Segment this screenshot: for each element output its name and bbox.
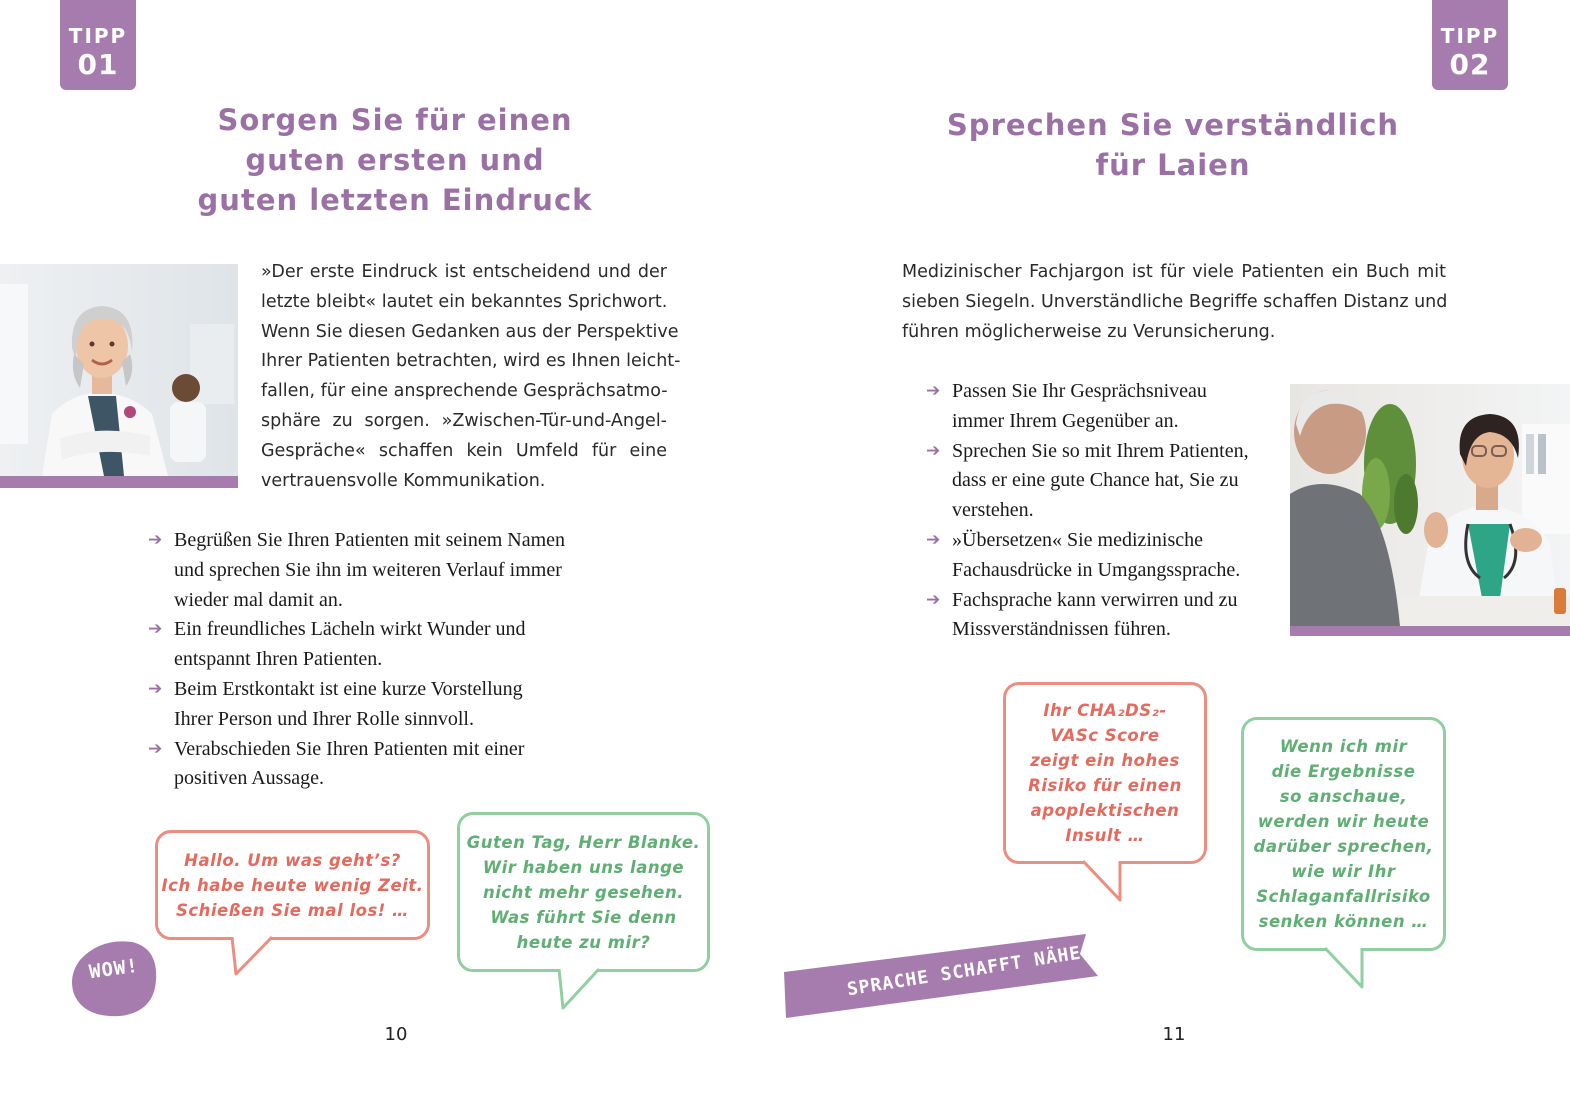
tip-tab-01: [60, 0, 136, 90]
bubble-line: zeigt ein hohes: [1030, 751, 1180, 770]
bubble-line: Hallo. Um was geht’s?: [184, 850, 401, 870]
speech-bubble-bad-example: [155, 830, 430, 940]
bullet-line: wieder mal damit an.: [174, 588, 343, 611]
bullet-item: [926, 526, 1286, 586]
bullet-line: »Übersetzen« Sie medizinische: [952, 528, 1204, 551]
bullet-item: [926, 377, 1286, 437]
arrow-right-icon: ➔: [926, 381, 941, 401]
bullet-item: [148, 615, 618, 675]
bullet-line: Sprechen Sie so mit Ihrem Patienten,: [952, 439, 1249, 462]
bubble-line: VASc Score: [1050, 726, 1160, 745]
bubble-line: wie wir Ihr: [1291, 862, 1396, 881]
bubble-line: Was führt Sie denn: [490, 907, 677, 927]
speech-bubble-good-example: [457, 812, 710, 972]
speech-bubble-tail-green: [555, 966, 605, 1012]
tip-tab-number: 01: [77, 48, 119, 81]
intro-line: führen möglicherweise zu Verunsicherung.: [902, 321, 1276, 342]
page-number-left: 10: [384, 1024, 408, 1045]
arrow-right-icon: ➔: [148, 530, 163, 550]
doctor-portrait-photo: [0, 264, 238, 488]
speech-bubble-tail-red: [1080, 858, 1126, 904]
bullet-line: Ihrer Person und Ihrer Rolle sinnvoll.: [174, 707, 474, 730]
bubble-line: Ich habe heute wenig Zeit.: [161, 875, 424, 895]
arrow-right-icon: ➔: [926, 589, 941, 610]
bullet-line: Passen Sie Ihr Gesprächsniveau: [952, 380, 1207, 402]
bubble-line: apoplektischen: [1030, 801, 1180, 820]
tip-01-heading: [190, 100, 600, 220]
tip-02-bullet-list: [926, 377, 1286, 645]
tip-02-heading: [940, 105, 1406, 185]
bullet-line: und sprechen Sie ihn im weiteren Verlauf immer: [174, 558, 562, 581]
speech-bubble-bad-example: [1003, 682, 1207, 864]
wow-sticker-text: WOW!: [87, 954, 141, 984]
tip-tab-number: 02: [1449, 48, 1491, 81]
heading-line: für Laien: [1095, 148, 1251, 182]
arrow-right-icon: ➔: [148, 738, 163, 759]
bubble-line: Risiko für einen: [1028, 776, 1182, 795]
arrow-right-icon: ➔: [926, 529, 941, 550]
heading-line: guten ersten und: [245, 143, 545, 177]
bullet-line: Beim Erstkontakt ist eine kurze Vorstellung: [174, 677, 523, 700]
intro-line: fallen, für eine ansprechende Gesprächsatmo-: [261, 381, 668, 402]
doctor-patient-consultation-photo: [1290, 384, 1570, 636]
intro-line: Ihrer Patienten betrachten, wird es Ihnen leicht-: [261, 351, 681, 372]
bubble-line: Schießen Sie mal los! …: [175, 900, 410, 920]
bubble-line: Insult …: [1065, 826, 1145, 845]
slogan-banner-text: SPRACHE SCHAFFT NÄHE!: [845, 940, 1095, 1001]
heading-line: Sorgen Sie für einen: [217, 103, 573, 137]
arrow-right-icon: ➔: [148, 619, 163, 640]
bubble-line: Guten Tag, Herr Blanke.: [466, 832, 701, 852]
bullet-line: Fachausdrücke in Umgangssprache.: [952, 558, 1241, 581]
tip-tab-label: TIPP: [68, 24, 128, 48]
bullet-line: Ein freundliches Lächeln wirkt Wunder und: [174, 618, 526, 641]
heading-line: guten letzten Eindruck: [197, 183, 593, 217]
arrow-right-icon: ➔: [926, 440, 941, 461]
bullet-line: Fachsprache kann verwirren und zu: [952, 588, 1238, 611]
bullet-line: immer Ihrem Gegenüber an.: [952, 409, 1179, 432]
tip-tab-label: TIPP: [1440, 24, 1500, 48]
bubble-line: heute zu mir?: [516, 932, 651, 952]
intro-line: »Der erste Eindruck ist entscheidend und der: [261, 262, 667, 282]
bubble-line: die Ergebnisse: [1271, 762, 1416, 781]
tip-01-intro: [261, 258, 681, 496]
intro-line: Medizinischer Fachjargon ist für viele Patienten ein Buch mit: [902, 262, 1446, 282]
bullet-line: Begrüßen Sie Ihren Patienten mit seinem Namen: [174, 529, 566, 551]
tip-01-bullet-list: [148, 526, 618, 794]
intro-line: sieben Siegeln. Unverständliche Begriffe schaffen Distanz und: [902, 291, 1448, 312]
intro-line: letzte bleibt« lautet ein bekanntes Sprichwort.: [261, 291, 668, 312]
bullet-item: [148, 675, 618, 735]
bubble-line: senken können …: [1258, 912, 1429, 931]
bubble-line: darüber sprechen,: [1253, 837, 1434, 856]
arrow-right-icon: ➔: [148, 678, 163, 699]
page-number-right: 11: [1162, 1024, 1186, 1045]
speech-bubble-good-example: [1241, 717, 1446, 951]
bullet-line: positiven Aussage.: [174, 767, 324, 790]
intro-line: vertrauensvolle Kommunikation.: [261, 470, 546, 491]
bullet-line: Verabschieden Sie Ihren Patienten mit einer: [174, 737, 525, 760]
bullet-item: [148, 735, 618, 795]
bullet-item: [148, 526, 618, 615]
bullet-line: verstehen.: [952, 499, 1034, 522]
speech-bubble-tail-green: [1322, 945, 1368, 991]
bullet-item: [926, 586, 1286, 646]
bubble-line: nicht mehr gesehen.: [482, 882, 685, 902]
bullet-item: [926, 437, 1286, 526]
bullet-line: Missverständnissen führen.: [952, 618, 1171, 641]
speech-bubble-tail-red: [228, 934, 278, 978]
tip-02-intro: [902, 258, 1446, 347]
bubble-line: Wir haben uns lange: [482, 857, 685, 877]
bubble-line: werden wir heute: [1257, 812, 1430, 831]
heading-line: Sprechen Sie verständlich: [946, 108, 1400, 142]
bubble-line: so anschaue,: [1279, 787, 1408, 806]
bubble-line: Wenn ich mir: [1279, 737, 1408, 756]
bullet-line: entspannt Ihren Patienten.: [174, 648, 383, 671]
intro-line: Gespräche« schaffen kein Umfeld für eine: [261, 440, 667, 461]
bubble-line: Schlaganfallrisiko: [1256, 887, 1431, 906]
bullet-line: dass er eine gute Chance hat, Sie zu: [952, 469, 1239, 492]
tip-tab-02: [1432, 0, 1508, 90]
intro-line: Wenn Sie diesen Gedanken aus der Perspektive: [261, 321, 679, 342]
bubble-line: Ihr CHA₂DS₂-: [1043, 701, 1167, 720]
intro-line: sphäre zu sorgen. »Zwischen-Tür-und-Angel-: [261, 410, 667, 431]
